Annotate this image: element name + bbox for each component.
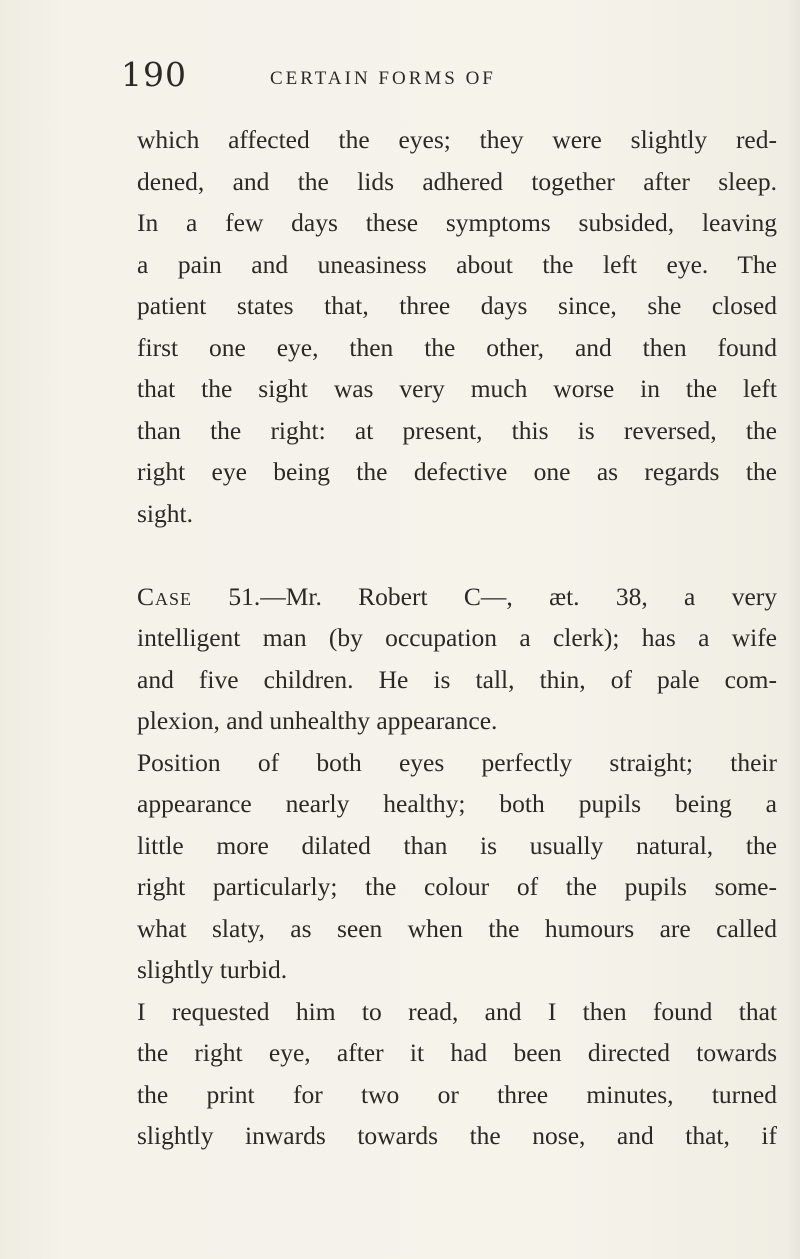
text-line: patient states that, three days since, she closed (137, 291, 777, 320)
text-line: what slaty, as seen when the humours are called (137, 913, 777, 943)
page-edge-shadow (786, 0, 800, 1259)
paragraph-1 (137, 119, 777, 534)
text-line: right eye being the defective one as regards the (137, 457, 777, 486)
text-line: that the sight was very much worse in the left (137, 374, 777, 403)
text-line: the print for two or three minutes, turned (137, 1079, 777, 1109)
text-line: a pain and uneasiness about the left eye. The (137, 249, 777, 279)
text-line: first one eye, then the other, and then found (137, 332, 777, 362)
paragraph-3 (137, 742, 777, 991)
text-line: intelligent man (by occupation a clerk); has a wife (137, 623, 777, 652)
text-line: Position of both eyes perfectly straight; their (137, 747, 777, 777)
text-line: dened, and the lids adhered together after sleep. (137, 166, 777, 196)
text-line: sight. (137, 498, 193, 528)
text-line: which affected the eyes; they were slightly red- (137, 125, 777, 154)
page-number: 190 (121, 55, 187, 94)
text-line: the right eye, after it had been directed towards (137, 1038, 777, 1067)
case-label: Case (137, 581, 193, 611)
text-line: slightly turbid. (137, 955, 288, 984)
running-head: CERTAIN FORMS OF (270, 68, 496, 89)
text-line: In a few days these symptoms subsided, leaving (137, 208, 777, 237)
paragraph-2-case-51 (137, 576, 777, 742)
text-line: plexion, and unhealthy appearance. (137, 706, 498, 735)
text-line: right particularly; the colour of the pupils some- (137, 872, 777, 901)
text-line-case-heading (137, 576, 777, 618)
paragraph-gap (137, 534, 777, 576)
text-line: little more dilated than is usually natural, the (137, 830, 777, 860)
text-line: I requested him to read, and I then found that (137, 996, 777, 1026)
case-heading-rest: 51.—Mr. Robert C—, æt. 38, a very (192, 581, 777, 611)
text-line: slightly inwards towards the nose, and that, if (137, 1121, 777, 1150)
text-line: appearance nearly healthy; both pupils being a (137, 789, 777, 818)
paragraph-4 (137, 991, 777, 1157)
text-line: and five children. He is tall, thin, of pale com- (137, 664, 777, 694)
text-line: than the right: at present, this is reversed, the (137, 415, 777, 445)
body-text (137, 119, 777, 1157)
